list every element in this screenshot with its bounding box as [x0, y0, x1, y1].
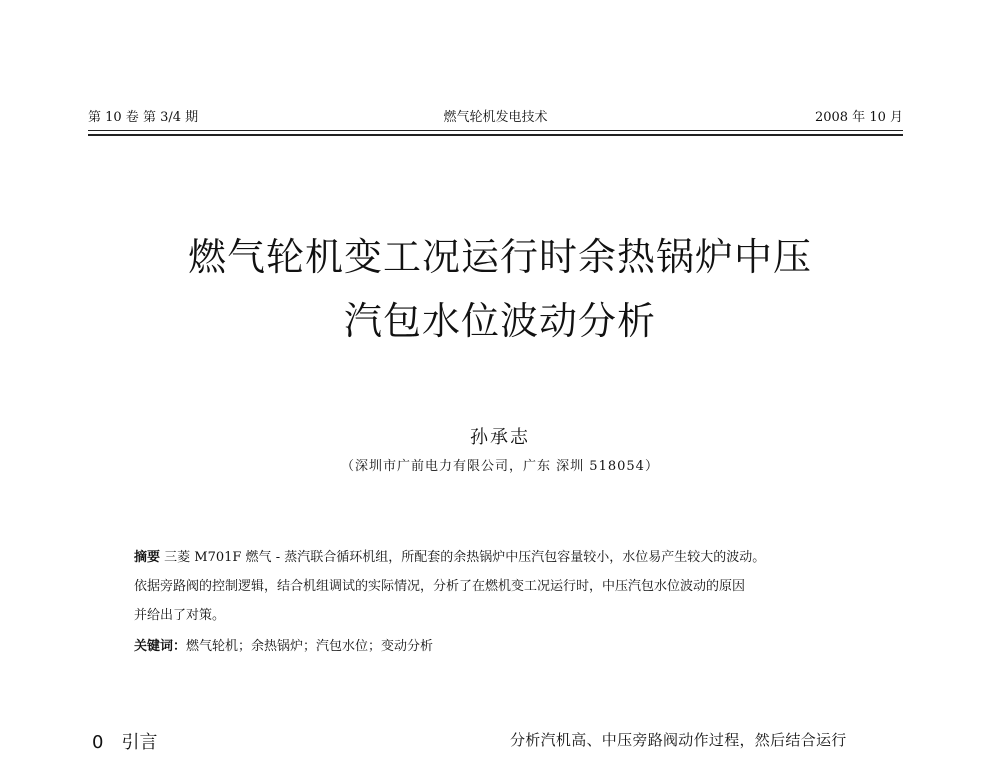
journal-volume-issue: 第 10 卷 第 3/4 期: [88, 110, 199, 125]
abstract-line-3: 并给出了对策。: [134, 608, 226, 623]
publication-date: 2008 年 10 月: [814, 110, 903, 125]
paper-title-line-2: 汽包水位波动分析: [343, 299, 656, 343]
abstract-line-1: [134, 546, 874, 565]
section-number: 0: [92, 732, 104, 753]
keywords-text: 燃气轮机；余热锅炉；汽包水位；变动分析: [186, 639, 434, 654]
section-title: 引言: [121, 732, 158, 753]
abstract-text-1: 三菱 M701F 燃气 - 蒸汽联合循环机组，所配套的余热锅炉中压汽包容量较小，水位易产生较大的波动。: [160, 550, 766, 565]
abstract-label: 摘要: [134, 550, 161, 565]
journal-name: 燃气轮机发电技术: [443, 110, 548, 125]
author-name: 孙承志: [470, 427, 530, 448]
author-affiliation: （深圳市广前电力有限公司，广东 深圳 518054）: [341, 459, 659, 474]
body-text-line-1: 分析汽机高、中压旁路阀动作过程，然后结合运行: [510, 731, 847, 749]
keywords-line: [134, 635, 874, 654]
abstract-line-2: 依据旁路阀的控制逻辑，结合机组调试的实际情况，分析了在燃机变工况运行时，中压汽包水位波动的原因: [134, 579, 746, 594]
paper-title-line-1: 燃气轮机变工况运行时余热锅炉中压: [187, 235, 812, 279]
keywords-label: 关键词：: [134, 639, 187, 654]
section-heading: [92, 728, 157, 754]
running-header: [88, 106, 903, 126]
header-rule-thin: [88, 130, 903, 131]
header-rule-thick: [88, 134, 903, 136]
